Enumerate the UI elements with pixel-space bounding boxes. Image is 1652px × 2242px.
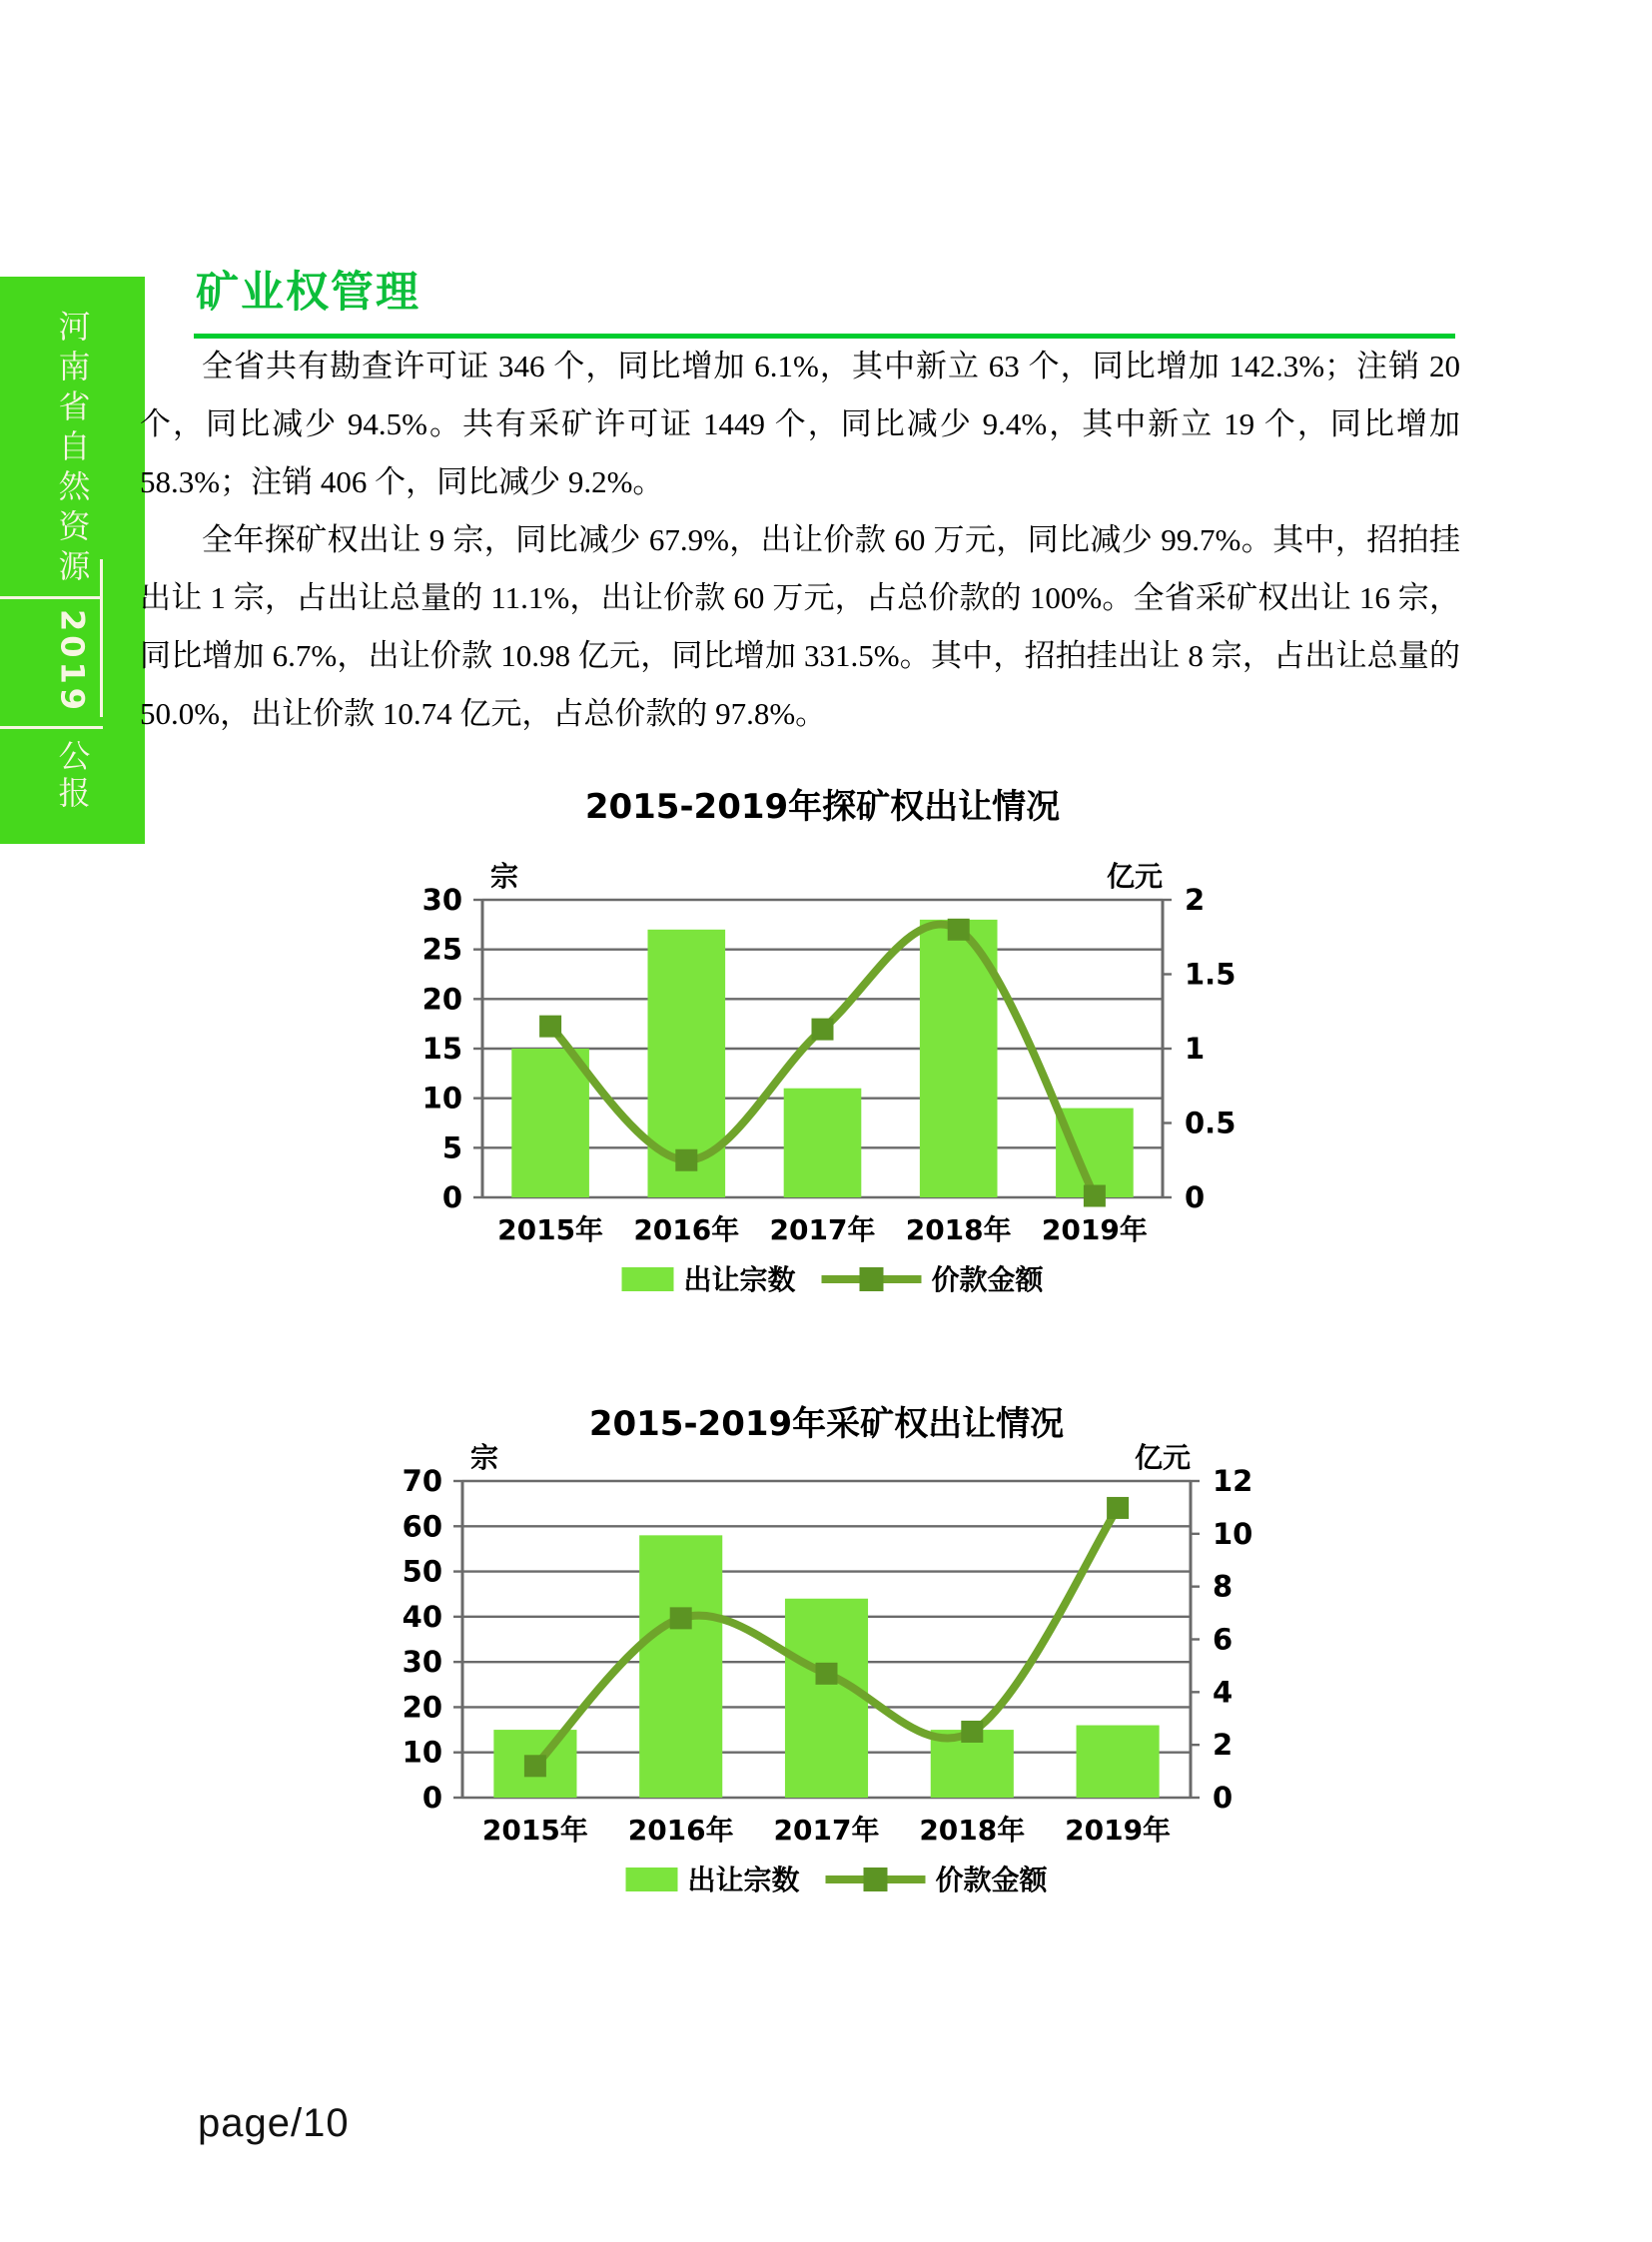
left-tick-label: 15 bbox=[421, 1032, 462, 1066]
line-marker bbox=[816, 1663, 838, 1685]
left-tick-label: 0 bbox=[421, 1781, 442, 1815]
sidebar-year: 2019 bbox=[53, 609, 92, 715]
right-tick-label: 4 bbox=[1213, 1675, 1234, 1710]
x-category-label: 2018年 bbox=[919, 1814, 1026, 1847]
x-category-label: 2019年 bbox=[1041, 1213, 1148, 1246]
bar bbox=[511, 1049, 589, 1197]
line-marker bbox=[524, 1755, 546, 1777]
left-axis-unit: 宗 bbox=[490, 860, 519, 893]
left-tick-label: 5 bbox=[441, 1130, 462, 1165]
right-tick-label: 0 bbox=[1213, 1781, 1234, 1815]
left-tick-label: 70 bbox=[402, 1464, 442, 1498]
sidebar-divider bbox=[0, 726, 103, 729]
left-axis-unit: 宗 bbox=[470, 1441, 499, 1474]
x-category-label: 2015年 bbox=[481, 1814, 588, 1847]
section-heading: 矿业权管理 bbox=[196, 268, 420, 318]
left-tick-label: 50 bbox=[402, 1554, 442, 1589]
sidebar-vertical-rule bbox=[100, 559, 103, 717]
sidebar-title-vertical: 河南省自然资源 bbox=[53, 310, 92, 589]
bar bbox=[1056, 1109, 1134, 1197]
bar bbox=[784, 1089, 862, 1197]
right-axis-unit: 亿元 bbox=[1106, 860, 1163, 893]
mining-chart bbox=[320, 1406, 1378, 1905]
sidebar bbox=[0, 277, 145, 844]
right-tick-label: 6 bbox=[1213, 1622, 1234, 1657]
line-marker bbox=[670, 1607, 692, 1629]
body-text bbox=[140, 338, 1460, 743]
x-category-label: 2016年 bbox=[633, 1213, 740, 1246]
right-tick-label: 1.5 bbox=[1185, 957, 1237, 992]
left-tick-label: 30 bbox=[402, 1645, 442, 1680]
left-tick-label: 0 bbox=[441, 1180, 462, 1214]
right-axis-unit: 亿元 bbox=[1134, 1441, 1191, 1474]
x-category-label: 2018年 bbox=[905, 1213, 1012, 1246]
line-marker bbox=[675, 1149, 697, 1171]
sidebar-divider bbox=[0, 596, 103, 599]
legend-line-marker bbox=[860, 1267, 884, 1291]
line-marker bbox=[1107, 1497, 1129, 1519]
right-tick-label: 8 bbox=[1213, 1569, 1234, 1604]
exploration-chart bbox=[320, 825, 1378, 1324]
right-tick-label: 2 bbox=[1213, 1728, 1234, 1763]
left-tick-label: 10 bbox=[421, 1081, 462, 1116]
mining-chart-title: 2015-2019年采矿权出让情况 bbox=[588, 1404, 1065, 1444]
bar bbox=[1077, 1726, 1160, 1798]
page-number: page/10 bbox=[198, 2101, 350, 2145]
line-marker bbox=[948, 919, 970, 941]
legend-line-label: 价款金额 bbox=[931, 1263, 1044, 1296]
paragraph-licenses: 全省共有勘查许可证 346 个，同比增加 6.1%，其中新立 63 个，同比增加 142.3%；注销 20 个，同比减少 94.5%。共有采矿许可证 1449 个，同比减少 9.4%，其中新立 19 个，同比增加 58.3%；注销 406 个，同比减少 9.2%。 bbox=[140, 349, 1460, 499]
legend-bar-label: 出让宗数 bbox=[683, 1263, 796, 1296]
right-tick-label: 1 bbox=[1185, 1032, 1206, 1066]
bar bbox=[785, 1599, 868, 1798]
line-marker bbox=[539, 1016, 561, 1038]
x-category-label: 2016年 bbox=[627, 1814, 734, 1847]
sidebar-subtitle: 公报 bbox=[53, 739, 92, 814]
x-category-label: 2017年 bbox=[769, 1213, 876, 1246]
right-tick-label: 12 bbox=[1213, 1464, 1253, 1498]
left-tick-label: 20 bbox=[421, 982, 462, 1017]
left-tick-label: 40 bbox=[402, 1599, 442, 1634]
left-tick-label: 60 bbox=[402, 1509, 442, 1544]
x-category-label: 2019年 bbox=[1065, 1814, 1172, 1847]
line-marker bbox=[961, 1721, 983, 1743]
paragraph-transfers: 全年探矿权出让 9 宗，同比减少 67.9%，出让价款 60 万元，同比减少 99.7%。其中，招拍挂出让 1 宗，占出让总量的 11.1%，出让价款 60 万元，占总价款的 100%。全省采矿权出让 16 宗，同比增加 6.7%，出让价款 10.98 亿元，同比增加 331.5%。其中，招拍挂出让 8 宗，占出让总量的 50.0%，出让价款 10.74 亿元，占总价款的 97.8%。 bbox=[140, 522, 1460, 731]
legend-line-marker bbox=[864, 1868, 888, 1891]
left-tick-label: 25 bbox=[421, 932, 462, 967]
right-tick-label: 2 bbox=[1185, 883, 1206, 917]
right-tick-label: 10 bbox=[1213, 1516, 1253, 1551]
x-category-label: 2015年 bbox=[497, 1213, 604, 1246]
left-tick-label: 30 bbox=[421, 883, 462, 917]
legend-bar-swatch bbox=[622, 1267, 674, 1291]
line-marker bbox=[812, 1019, 834, 1041]
exploration-chart-title: 2015-2019年探矿权出让情况 bbox=[584, 787, 1061, 827]
legend-line-label: 价款金额 bbox=[935, 1864, 1048, 1896]
x-category-label: 2017年 bbox=[773, 1814, 880, 1847]
line-marker bbox=[1084, 1185, 1106, 1207]
bar bbox=[639, 1535, 722, 1798]
right-tick-label: 0.5 bbox=[1185, 1106, 1237, 1140]
legend-bar-swatch bbox=[626, 1868, 678, 1891]
right-tick-label: 0 bbox=[1185, 1180, 1206, 1214]
left-tick-label: 10 bbox=[402, 1735, 442, 1770]
legend-bar-label: 出让宗数 bbox=[687, 1864, 800, 1896]
left-tick-label: 20 bbox=[402, 1690, 442, 1725]
